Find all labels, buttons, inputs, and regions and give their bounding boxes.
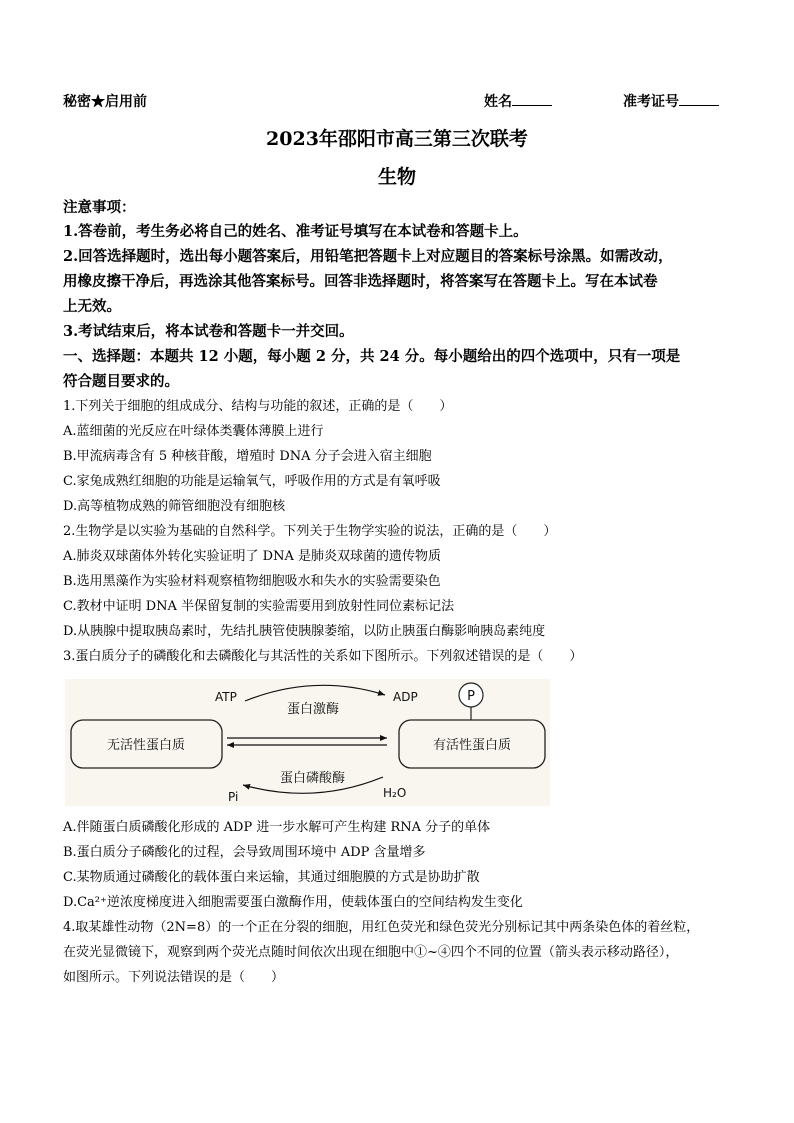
note-line-5: 3.考试结束后，将本试卷和答题卡一并交回。	[63, 323, 354, 340]
name-blank	[512, 91, 552, 106]
atp-label: ATP	[215, 690, 237, 704]
phosphate-label: P	[467, 689, 475, 704]
note-line-1: 1.答卷前，考生务必将自己的姓名、准考证号填写在本试卷和答题卡上。	[63, 223, 528, 240]
confidential-mark: 秘密★启用前	[63, 94, 147, 110]
q3-stem: 3.蛋白质分子的磷酸化和去磷酸化与其活性的关系如下图所示。下列叙述错误的是（ ）	[63, 649, 583, 664]
q4-line-1: 4.取某雄性动物（2N=8）的一个正在分裂的细胞，用红色荧光和绿色荧光分别标记其中两条染色体的着丝粒，	[63, 920, 700, 935]
active-protein-label: 有活性蛋白质	[432, 738, 512, 753]
section-heading-line-2: 符合题目要求的。	[63, 373, 179, 390]
name-field[interactable]	[484, 91, 552, 111]
note-line-2: 2.回答选择题时，选出每小题答案后，用铅笔把答题卡上对应题目的答案标号涂黑。如需改动，	[63, 248, 673, 265]
q2-option-b: B.选用黑藻作为实验材料观察植物细胞吸水和失水的实验需要染色	[63, 574, 441, 589]
q1-stem: 1.下列关于细胞的组成成分、结构与功能的叙述，正确的是（ ）	[63, 399, 453, 414]
q1-option-b: B.甲流病毒含有 5 种核苷酸，增殖时 DNA 分子会进入宿主细胞	[63, 449, 432, 464]
phosphatase-label: 蛋白磷酸酶	[280, 771, 346, 786]
q1-option-c: C.家兔成熟红细胞的功能是运输氧气，呼吸作用的方式是有氧呼吸	[63, 474, 441, 489]
q2-stem: 2.生物学是以实验为基础的自然科学。下列关于生物学实验的说法，正确的是（ ）	[63, 524, 557, 539]
q2-option-c: C.教材中证明 DNA 半保留复制的实验需要用到放射性同位素标记法	[63, 599, 455, 614]
notes-heading: 注意事项：	[63, 199, 136, 216]
name-label: 姓名	[484, 94, 512, 110]
pi-label: Pi	[228, 790, 239, 804]
adp-label: ADP	[393, 690, 418, 704]
kinase-label: 蛋白激酶	[287, 702, 340, 717]
q3-option-d: D.Ca²⁺逆浓度梯度进入细胞需要蛋白激酶作用，使载体蛋白的空间结构发生变化	[63, 895, 523, 910]
inactive-protein-label: 无活性蛋白质	[106, 738, 186, 753]
note-line-4: 上无效。	[63, 298, 121, 315]
q3-option-c: C.某物质通过磷酸化的载体蛋白来运输，其通过细胞膜的方式是协助扩散	[63, 870, 480, 885]
water-label: H₂O	[383, 786, 407, 800]
q3-option-a: A.伴随蛋白质磷酸化形成的 ADP 进一步水解可产生构建 RNA 分子的单体	[63, 820, 491, 835]
subject-title: 生物	[377, 166, 416, 188]
section-heading-line-1: 一、选择题：本题共 12 小题，每小题 2 分，共 24 分。每小题给出的四个选项中，只有一项是	[63, 348, 681, 365]
exam-number-blank	[679, 91, 719, 106]
q1-option-d: D.高等植物成熟的筛管细胞没有细胞核	[63, 499, 286, 514]
q3-option-b: B.蛋白质分子磷酸化的过程，会导致周围环境中 ADP 含量增多	[63, 845, 426, 860]
exam-title: 2023年邵阳市高三第三次联考	[266, 128, 528, 150]
q2-option-d: D.从胰腺中提取胰岛素时，先结扎胰管使胰腺萎缩，以防止胰蛋白酶影响胰岛素纯度	[63, 624, 546, 639]
exam-number-field[interactable]	[623, 91, 719, 111]
q2-option-a: A.肺炎双球菌体外转化实验证明了 DNA 是肺炎双球菌的遗传物质	[63, 549, 441, 564]
q4-line-3: 如图所示。下列说法错误的是（ ）	[63, 970, 285, 985]
kinase-curve-arrow	[245, 685, 385, 701]
q4-line-2: 在荧光显微镜下，观察到两个荧光点随时间依次出现在细胞中①~④四个不同的位置（箭头表示移动路径），	[63, 945, 679, 960]
note-line-3: 用橡皮擦干净后，再选涂其他答案标号。回答非选择题时，将答案写在答题卡上。写在本试卷	[63, 273, 658, 290]
phosphorylation-diagram	[65, 679, 550, 806]
exam-number-label: 准考证号	[623, 94, 679, 110]
q1-option-a: A.蓝细菌的光反应在叶绿体类囊体薄膜上进行	[63, 424, 324, 439]
